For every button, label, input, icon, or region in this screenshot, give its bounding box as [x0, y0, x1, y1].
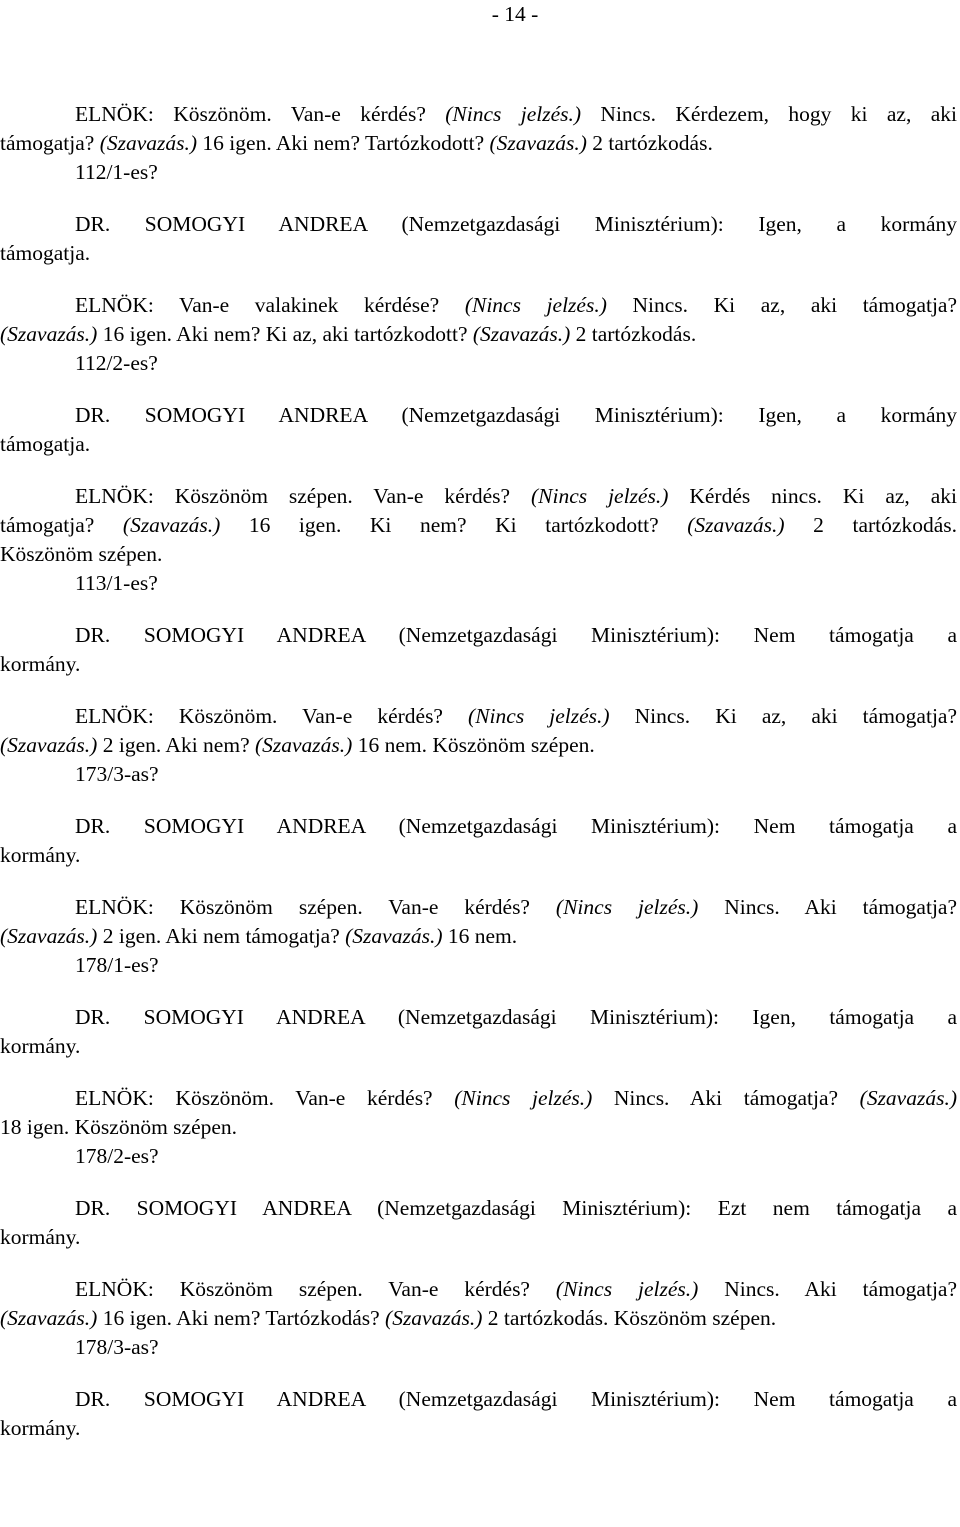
- ministry-statement: [0, 621, 957, 679]
- chair-statement: [0, 100, 957, 158]
- agenda-item-label: 112/1-es?: [75, 160, 158, 184]
- chair-statement: [0, 291, 957, 349]
- statement-line: ELNÖK: Van-e valakinek kérdése? (Nincs jelzés.) Nincs. Ki az, aki támogatja?: [75, 293, 958, 317]
- agenda-item-label: 178/1-es?: [75, 953, 159, 977]
- statement-line: kormány.: [0, 1416, 81, 1440]
- statement-line: DR. SOMOGYI ANDREA (Nemzetgazdasági Minisztérium): Nem támogatja a: [75, 623, 957, 647]
- ministry-statement: [0, 1385, 957, 1443]
- statement-line: kormány.: [0, 843, 81, 867]
- chair-statement: [0, 1275, 957, 1333]
- statement-line: ELNÖK: Köszönöm szépen. Van-e kérdés? (Nincs jelzés.) Nincs. Aki támogatja?: [75, 895, 958, 919]
- agenda-item-label: 178/2-es?: [75, 1144, 159, 1168]
- statement-line: Köszönöm szépen.: [0, 542, 163, 566]
- ministry-statement: [0, 1194, 957, 1252]
- statement-line: ELNÖK: Köszönöm szépen. Van-e kérdés? (Nincs jelzés.) Nincs. Aki támogatja?: [75, 1277, 958, 1301]
- statement-line: ELNÖK: Köszönöm. Van-e kérdés? (Nincs jelzés.) Nincs. Kérdezem, hogy ki az, aki: [75, 102, 957, 126]
- chair-statement: [0, 1084, 957, 1142]
- statement-line: ELNÖK: Köszönöm. Van-e kérdés? (Nincs jelzés.) Nincs. Ki az, aki támogatja?: [75, 704, 957, 728]
- statement-line: (Szavazás.) 2 igen. Aki nem támogatja? (Szavazás.) 16 nem.: [0, 924, 518, 948]
- statement-line: DR. SOMOGYI ANDREA (Nemzetgazdasági Minisztérium): Ezt nem támogatja a: [75, 1196, 957, 1220]
- transcript-body: [0, 100, 957, 1443]
- statement-line: kormány.: [0, 1034, 81, 1058]
- statement-line: kormány.: [0, 1225, 81, 1249]
- statement-line: támogatja.: [0, 241, 91, 265]
- agenda-item-label: 113/1-es?: [75, 571, 158, 595]
- statement-line: ELNÖK: Köszönöm. Van-e kérdés? (Nincs jelzés.) Nincs. Aki támogatja? (Szavazás.): [75, 1086, 957, 1110]
- statement-line: (Szavazás.) 2 igen. Aki nem? (Szavazás.) 16 nem. Köszönöm szépen.: [0, 733, 595, 757]
- agenda-item-label: 112/2-es?: [75, 351, 158, 375]
- statement-line: DR. SOMOGYI ANDREA (Nemzetgazdasági Minisztérium): Igen, támogatja a: [75, 1005, 957, 1029]
- statement-line: DR. SOMOGYI ANDREA (Nemzetgazdasági Minisztérium): Nem támogatja a: [75, 814, 957, 838]
- ministry-statement: [0, 210, 957, 268]
- agenda-item-label: 178/3-as?: [75, 1335, 159, 1359]
- agenda-item-label: 173/3-as?: [75, 762, 159, 786]
- chair-statement: [0, 702, 957, 760]
- page-number: - 14 -: [491, 2, 539, 26]
- statement-line: (Szavazás.) 16 igen. Aki nem? Tartózkodás? (Szavazás.) 2 tartózkodás. Köszönöm szépen.: [0, 1306, 777, 1330]
- statement-line: támogatja? (Szavazás.) 16 igen. Aki nem? Tartózkodott? (Szavazás.) 2 tartózkodás.: [0, 131, 713, 155]
- statement-line: támogatja.: [0, 432, 91, 456]
- statement-line: DR. SOMOGYI ANDREA (Nemzetgazdasági Minisztérium): Igen, a kormány: [75, 403, 957, 427]
- statement-line: DR. SOMOGYI ANDREA (Nemzetgazdasági Minisztérium): Nem támogatja a: [75, 1387, 957, 1411]
- statement-line: kormány.: [0, 652, 81, 676]
- ministry-statement: [0, 1003, 957, 1061]
- statement-line: 18 igen. Köszönöm szépen.: [0, 1115, 238, 1139]
- statement-line: (Szavazás.) 16 igen. Aki nem? Ki az, aki tartózkodott? (Szavazás.) 2 tartózkodás.: [0, 322, 697, 346]
- ministry-statement: [0, 401, 957, 459]
- ministry-statement: [0, 812, 957, 870]
- statement-line: támogatja? (Szavazás.) 16 igen. Ki nem? Ki tartózkodott? (Szavazás.) 2 tartózkodás.: [0, 513, 957, 537]
- chair-statement: [0, 893, 957, 951]
- statement-line: ELNÖK: Köszönöm szépen. Van-e kérdés? (Nincs jelzés.) Kérdés nincs. Ki az, aki: [75, 484, 958, 508]
- chair-statement: [0, 482, 957, 569]
- statement-line: DR. SOMOGYI ANDREA (Nemzetgazdasági Minisztérium): Igen, a kormány: [75, 212, 957, 236]
